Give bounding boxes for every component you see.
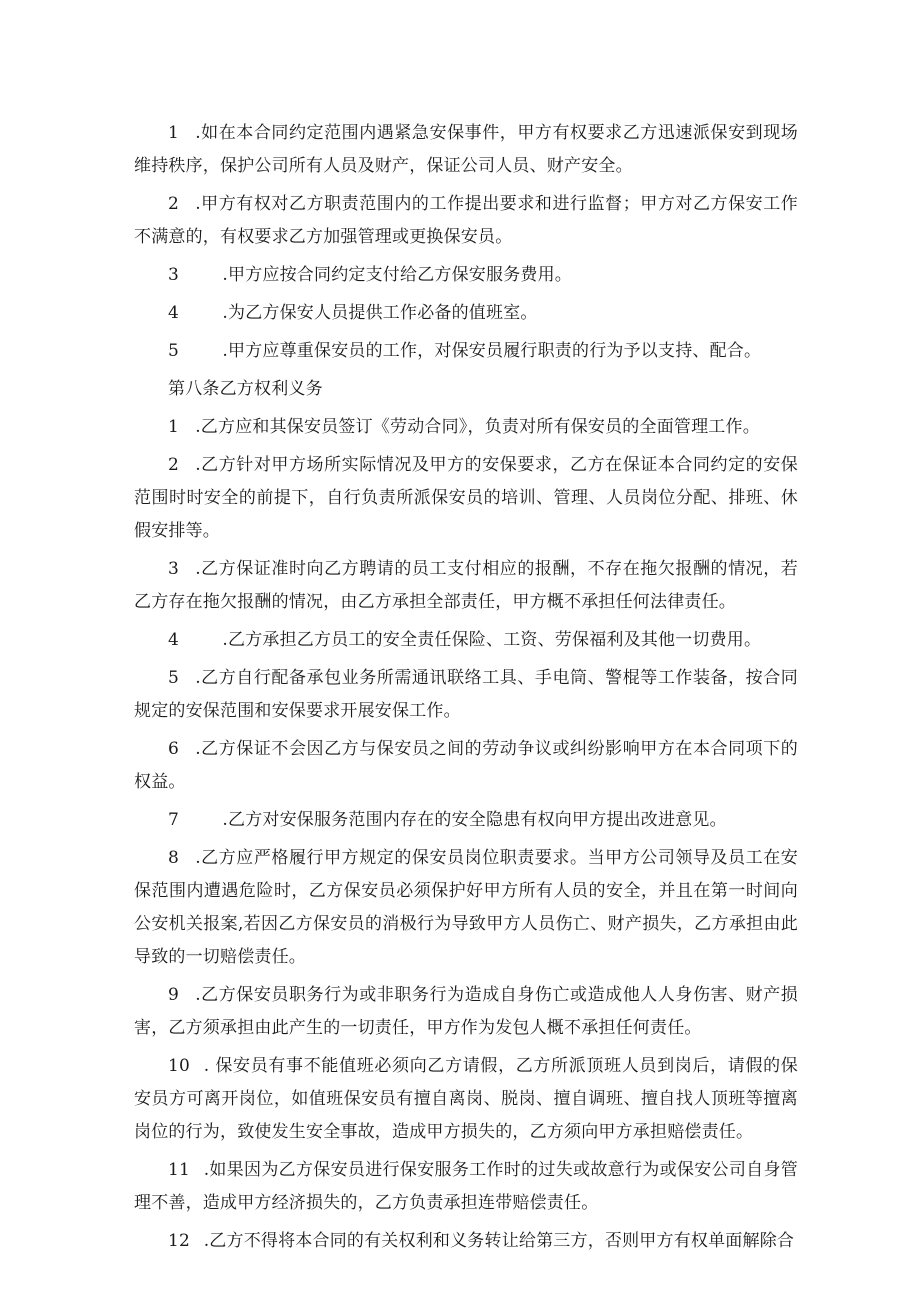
document-body [134, 117, 798, 1263]
paragraph-number: 8 [168, 848, 180, 868]
paragraph-2 [134, 188, 798, 254]
paragraph-12 [134, 804, 798, 837]
paragraph-text: .乙方应严格履行甲方规定的保安员岗位职责要求。当甲方公司领导及员工在安保范围内遭遇危险时，乙方保安员必须保护好甲方所有人员的安全，并且在第一时间向公安机关报案,若因乙方保安员的消极行为导致甲方人员伤亡、财产损失，乙方承担由此导致的一切赔偿责任。 [134, 848, 798, 967]
paragraph-number: 4 [168, 630, 180, 650]
paragraph-text: .甲方有权对乙方职责范围内的工作提出要求和进行监督；甲方对乙方保安工作不满意的，有权要求乙方加强管理或更换保安员。 [134, 194, 798, 247]
paragraph-number: 5 [168, 341, 180, 361]
paragraph-17 [134, 1225, 798, 1258]
paragraph-text: .乙方对安保服务范围内存在的安全隐患有权向甲方提出改进意见。 [222, 810, 727, 830]
paragraph-number: 9 [168, 985, 180, 1005]
paragraph-text: .乙方针对甲方场所实际情况及甲方的安保要求，乙方在保证本合同约定的安保范围时时安全的前提下，自行负责所派保安员的培训、管理、人员岗位分配、排班、休假安排等。 [134, 455, 798, 541]
paragraph-3 [134, 259, 798, 292]
paragraph-text: .乙方不得将本合同的有关权利和义务转让给第三方，否则甲方有权单面解除合 [203, 1231, 795, 1251]
paragraph-number: 10 [168, 1056, 191, 1076]
paragraph-text: .乙方承担乙方员工的安全责任保险、工资、劳保福利及其他一切费用。 [222, 630, 762, 650]
paragraph-15 [134, 1050, 798, 1149]
paragraph-1 [134, 117, 798, 183]
paragraph-6 [134, 411, 798, 444]
section-heading-text: 第八条乙方权利义务 [168, 379, 323, 399]
paragraph-text: .乙方保安员职务行为或非职务行为造成自身伤亡或造成他人人身伤害、财产损害，乙方须承担由此产生的一切责任，甲方作为发包人概不承担任何责任。 [134, 985, 798, 1038]
paragraph-number: 7 [168, 810, 180, 830]
paragraph-text: .乙方应和其保安员签订《劳动合同》，负责对所有保安员的全面管理工作。 [195, 417, 760, 437]
paragraph-11 [134, 733, 798, 799]
paragraph-text: .乙方自行配备承包业务所需通讯联络工具、手电筒、警棍等工作装备，按合同规定的安保范围和安保要求开展安保工作。 [134, 668, 798, 721]
paragraph-10 [134, 662, 798, 728]
paragraph-number: 12 [168, 1231, 191, 1251]
paragraph-text: .乙方保证准时向乙方聘请的员工支付相应的报酬，不存在拖欠报酬的情况，若乙方存在拖欠报酬的情况，由乙方承担全部责任，甲方概不承担任何法律责任。 [134, 559, 798, 612]
paragraph-number: 2 [168, 455, 180, 475]
paragraph-9 [134, 624, 798, 657]
paragraph-text: .甲方应按合同约定支付给乙方保安服务费用。 [222, 265, 572, 285]
paragraph-text: .甲方应尊重保安员的工作，对保安员履行职责的行为予以支持、配合。 [222, 341, 762, 361]
paragraph-13 [134, 842, 798, 974]
section-heading [134, 373, 798, 406]
paragraph-4 [134, 297, 798, 330]
paragraph-text: .如果因为乙方保安员进行保安服务工作时的过失或故意行为或保安公司自身管理不善，造成甲方经济损失的，乙方负责承担连带赔偿责任。 [134, 1160, 798, 1213]
paragraph-number: 3 [168, 265, 180, 285]
paragraph-number: 3 [168, 559, 180, 579]
paragraph-number: 2 [168, 194, 180, 214]
paragraph-text: .为乙方保安人员提供工作必备的值班室。 [222, 303, 538, 323]
paragraph-number: 6 [168, 739, 180, 759]
paragraph-text: .乙方保证不会因乙方与保安员之间的劳动争议或纠纷影响甲方在本合同项下的权益。 [134, 739, 798, 792]
paragraph-text: . 保安员有事不能值班必须向乙方请假，乙方所派顶班人员到岗后，请假的保安员方可离开岗位，如值班保安员有擅自离岗、脱岗、擅自调班、擅自找人顶班等擅离岗位的行为，致使发生安全事故，造成甲方损失的，乙方须向甲方承担赔偿责任。 [134, 1056, 798, 1142]
paragraph-number: 1 [168, 123, 180, 143]
paragraph-5 [134, 335, 798, 368]
paragraph-number: 5 [168, 668, 180, 688]
paragraph-number: 11 [168, 1160, 191, 1180]
paragraph-number: 1 [168, 417, 180, 437]
paragraph-8 [134, 553, 798, 619]
paragraph-7 [134, 449, 798, 548]
paragraph-text: .如在本合同约定范围内遇紧急安保事件，甲方有权要求乙方迅速派保安到现场维持秩序，保护公司所有人员及财产，保证公司人员、财产安全。 [134, 123, 798, 176]
paragraph-14 [134, 979, 798, 1045]
paragraph-number: 4 [168, 303, 180, 323]
paragraph-16 [134, 1154, 798, 1220]
